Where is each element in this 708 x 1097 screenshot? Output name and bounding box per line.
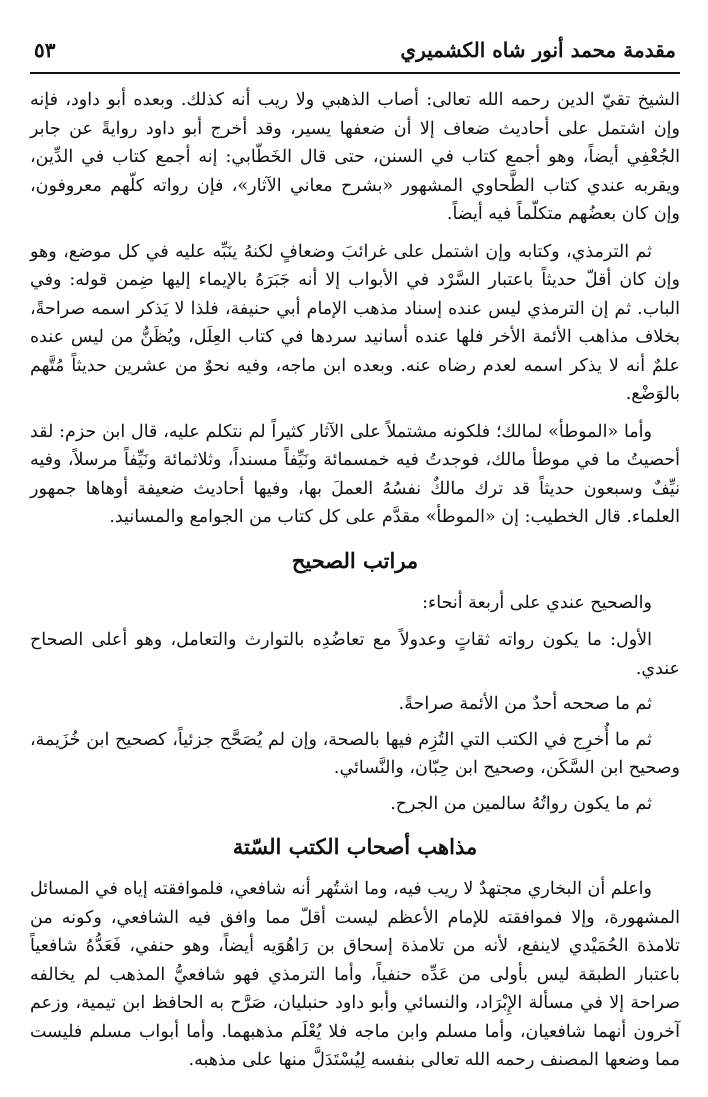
- section-heading-schools: مذاهب أصحاب الكتب السّتة: [232, 834, 478, 859]
- rank-item-1: الأول: ما يكون رواته ثقاتٍ وعدولاً مع تعاضُدِه بالتوارث والتعامل، وهو أعلى الصحاح عندي.: [30, 630, 680, 679]
- intro-paragraph-3: وأما «الموطأ» لمالك؛ فلكونه مشتملاً على الآثار كثيراً لم نتكلم عليه، قال ابن حزم: لقد أحصيتُ ما في موطأ مالك، فوجدتُ فيه خمسمائة ونَيِّفاً مسنداً، وثلاثمائة ونَيِّفاً مرسلاً، وفيه نيِّفٌ وسبعون حديثاً قد ترك مالكٌ نفسُهُ العملَ بها، وفيها أحاديث ضعيفة أوهاها جمهور العلماء. قال الخطيب: إن «الموطأ» مقدَّم على كل كتاب من الجوامع والمسانيد.: [30, 421, 680, 527]
- section1-intro: والصحيح عندي على أربعة أنحاء:: [422, 592, 652, 613]
- section-heading-ranks: مراتب الصحيح: [291, 547, 419, 573]
- header-title: مقدمة محمد أنور شاه الكشميري: [400, 38, 676, 62]
- intro-paragraph-1: الشيخ تقيّ الدين رحمه الله تعالى: أصاب الذهبي ولا ريب أنه كذلك. وبعده أبو داود، فإنه وإن اشتمل على أحاديث ضعاف إلا أن ضعفها يسير، وقد أخرج أبو داود روايةً عن جابر الجُعْفِي أيضاً، وهو أجمع كتاب في السنن، حتى قال الخَطّابي: إنه أجمع كتاب في الدِّين، ويقربه عندي كتاب الطَّحاوي المشهور «بشرح معاني الآثار»، فإن رواته كلّهم معروفون، وإن كان بعضُهم متكلّماً فيه أيضاً.: [30, 90, 680, 224]
- book-page: [30, 38, 680, 1078]
- intro-paragraph-2: ثم الترمذي، وكتابه وإن اشتمل على غرائبَ وضعافٍ لكنهُ ينَبِّه عليه في كل موضع، وهو وإن كان أقلّ حديثاً باعتبار السَّرْد في الأبواب إلا أنه جَبَرَهُ بالإيماء إليها ضِمن قوله: وفي الباب. ثم إن الترمذي ليس عنده إسناد مذهب الإمام أبي حنيفة، فلذا لا يَذكر اسمه صراحةً، بخلاف مذاهب الأئمة الأخر فلها عنده أسانيد سردها في كتاب العِلَل، ويُظَنُّ من ليس عنده علمٌ أنه لا يذكر اسمه لعدم رضاه عنه. وبعده ابن ماجه، وفيه نحوٌ من عشرين حديثاً مُتَّهم بالوَضْع.: [30, 241, 680, 404]
- rank-item-3: ثم ما أُخرِج في الكتب التي التُزِم فيها بالصحة، وإن لم يُصَحَّح جزئياً، كصحيح ابن خُزَيمة، وصحيح ابن السَّكَن، وصحيح ابن حِبّان، والنَّسائي.: [30, 729, 680, 778]
- header-rule: [30, 72, 680, 74]
- rank-item-2: ثم ما صححه أحدٌ من الأئمة صراحةً.: [398, 694, 652, 714]
- rank-item-4: ثم ما يكون رواتُهُ سالمين من الجرح.: [390, 793, 652, 814]
- page-number: ٥٣: [34, 38, 56, 62]
- running-header: [30, 38, 680, 72]
- section2-paragraph: واعلم أن البخاري مجتهدٌ لا ريب فيه، وما اشتُهر أنه شافعي، فلموافقته إياه في المسائل المشهورة، وإلا فموافقته للإمام الأعظم ليست أقلّ مما وافق فيه الشافعي، وكونه من تلامذة الحُمَيْدي لاينفع، لأنه من تلامذة إسحاق بن رَاهُوَيه أيضاً، وهو حنفي، فَعَدُّهُ شافعياً باعتبار الطبقة ليس بأولى من عَدِّه حنفياً، وأما الترمذي فهو شافعيُّ المذهب لم يخالفه صراحة إلا في مسألة الإِبْرَاد، والنسائي وأبو داود حنبليان، صَرَّح به الحافظ ابن تيمية، وزعم آخرون أنهما شافعيان، وأما مسلم وابن ماجه فلا يُعْلَم مذهبهما. وأما أبواب مسلم فليست مما وضعها المصنف رحمه الله تعالى بنفسه لِيُسْتَدَلَّ منها على مذهبه.: [30, 879, 680, 1070]
